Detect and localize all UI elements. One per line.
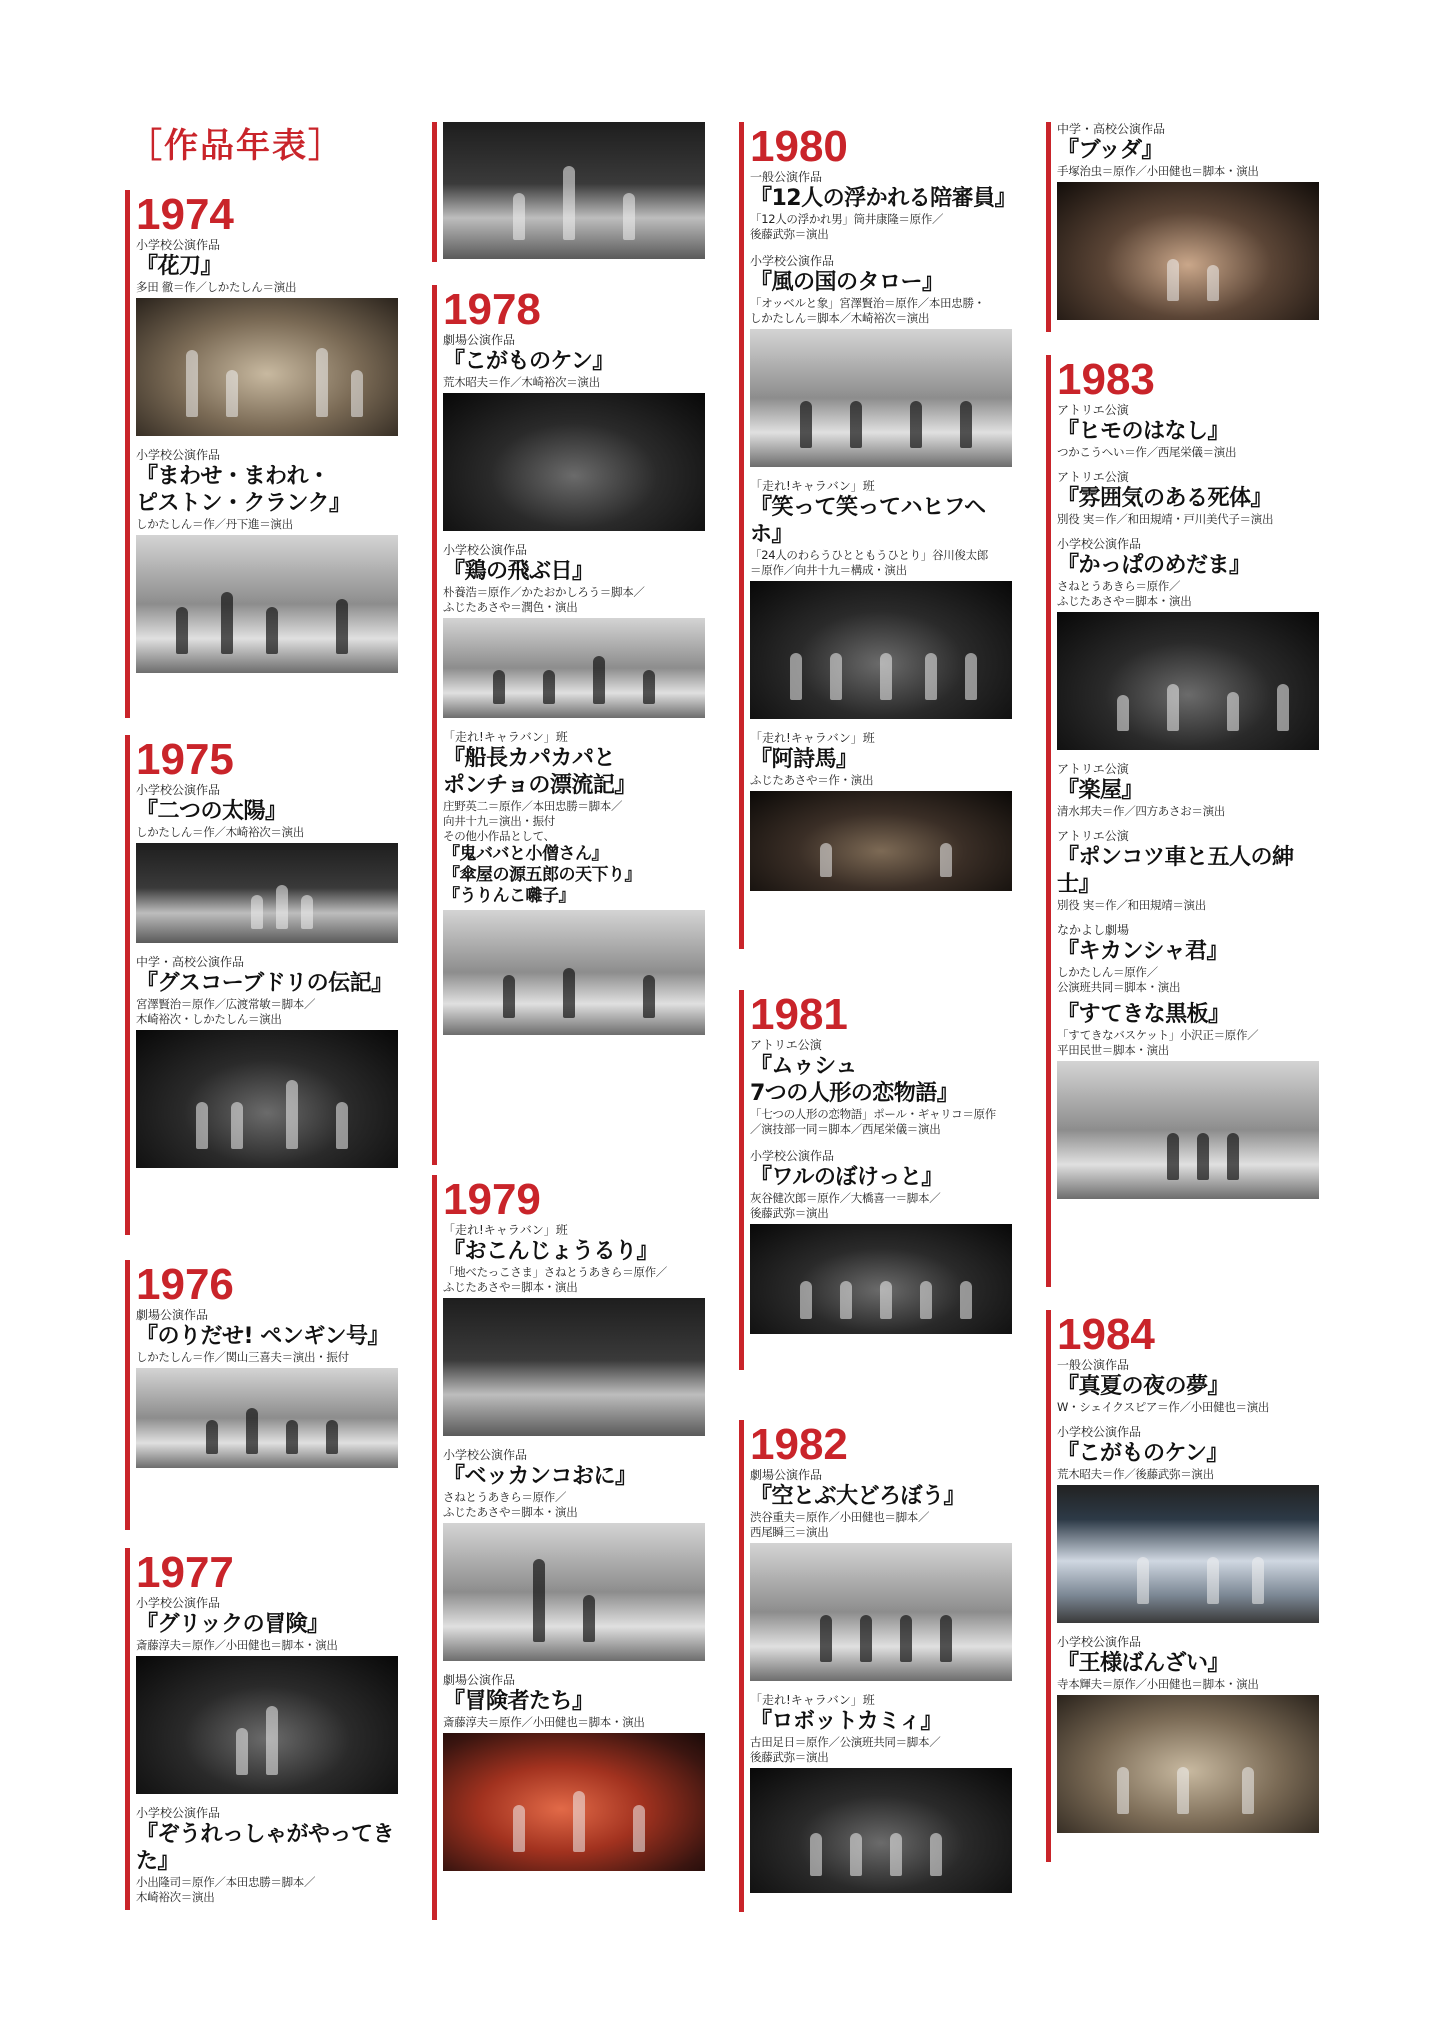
year-section-1983 [1046,355,1316,1287]
work-credits: 別役 実＝作／和田規靖＝演出 [1057,898,1206,912]
year-section-1976 [125,1260,395,1530]
production-photo [443,1733,705,1871]
work-entry [136,1806,395,1905]
work-category: 小学校公演作品 [136,1806,221,1820]
work-entry [750,1693,1009,1893]
work-entry [750,254,1009,467]
work-entry [750,1468,1009,1681]
work-category: アトリエ公演 [1057,762,1129,776]
photo-section [432,122,702,262]
year-label: 1975 [136,735,234,784]
work-title: 『ぞうれっしゃがやってきた』 [136,1822,395,1874]
work-category: 中学・高校公演作品 [1057,122,1166,136]
work-title: 『風の国のタロー』 [750,270,944,295]
work-title: 『ヒモのはなし』 [1057,419,1230,444]
work-title: 『すてきな黒板』 [1057,1002,1230,1027]
production-photo [750,581,1012,719]
work-credits: 多田 徹＝作／しかたしん＝演出 [136,280,297,294]
work-entry [136,783,395,943]
production-photo [443,618,705,718]
work-title: 『王様ばんざい』 [1057,1651,1230,1676]
work-category: 小学校公演作品 [1057,1635,1142,1649]
production-photo [750,1768,1012,1893]
work-category: 劇場公演作品 [443,1673,516,1687]
work-title: 『阿詩馬』 [750,747,858,772]
year-section-1979 [432,1175,702,1920]
work-title: 『空とぶ大どろぼう』 [750,1484,966,1509]
work-title: 『まわせ・まわれ・ ピストン・クランク』 [136,464,351,516]
work-entry [443,333,702,531]
work-title: 『ロボットカミィ』 [750,1709,942,1734]
work-credits: しかたしん＝作／関山三喜夫＝演出・振付 [136,1350,349,1364]
work-category: 劇場公演作品 [136,1308,209,1322]
work-title: 『グスコーブドリの伝記』 [136,971,393,996]
year-section-1982 [739,1420,1009,1912]
work-credits: しかたしん＝作／丹下進＝演出 [136,517,293,531]
work-title: 『おこんじょうるり』 [443,1239,659,1264]
production-photo [443,1298,705,1436]
work-credits: 「12人の浮かれ男」筒井康隆＝原作／ 後藤武弥＝演出 [750,212,944,241]
page-title: ［作品年表］ [128,126,344,166]
work-category: 小学校公演作品 [1057,537,1142,551]
work-entry [1057,1358,1316,1415]
work-entry [1057,403,1316,460]
work-entry [750,479,1009,719]
work-category: 「走れ!キャラバン」班 [443,730,568,744]
work-category: 劇場公演作品 [750,1468,823,1482]
work-credits: 手塚治虫＝原作／小田健也＝脚本・演出 [1057,164,1259,178]
other-work-title: 『鬼ババと小僧さん』 [443,844,608,864]
work-title: 『楽屋』 [1057,778,1144,803]
production-photo [443,910,705,1035]
work-category: 小学校公演作品 [136,1596,221,1610]
work-entry [443,1223,702,1436]
work-category: 小学校公演作品 [136,783,221,797]
work-credits: 古田足日＝原作／公演班共同＝脚本／ 後藤武弥＝演出 [750,1735,941,1764]
work-entry [136,1596,395,1794]
work-entry [1057,762,1316,819]
work-entry [136,1308,395,1468]
work-entry [1057,1635,1316,1833]
work-credits: 朴養浩＝原作／かたおかしろう＝脚本／ ふじたあさや＝潤色・演出 [443,585,645,614]
year-label: 1982 [750,1420,848,1469]
production-photo [1057,182,1319,320]
work-credits: ふじたあさや＝作・演出 [750,773,874,787]
work-title: 『ブッダ』 [1057,138,1163,163]
work-entry [1057,1425,1316,1623]
work-title: 『ベッカンコおに』 [443,1464,637,1489]
work-category: 小学校公演作品 [136,238,221,252]
work-title: 『かっぱのめだま』 [1057,553,1251,578]
work-credits: 渋谷重夫＝原作／小田健也＝脚本／ 西尾瞬三＝演出 [750,1510,930,1539]
work-credits: 「地べたっこさま」さねとうあきら＝原作／ ふじたあさや＝脚本・演出 [443,1265,667,1294]
year-section-1984 [1046,1310,1316,1862]
work-credits: 斎藤淳夫＝原作／小田健也＝脚本・演出 [443,1715,645,1729]
work-entry [136,955,395,1168]
production-photo [443,122,705,259]
work-category: 中学・高校公演作品 [136,955,245,969]
production-photo [750,329,1012,467]
production-photo [1057,1061,1319,1199]
work-credits: 宮澤賢治＝原作／広渡常敏＝脚本／ 木崎裕次・しかたしん＝演出 [136,997,316,1026]
work-entry [136,238,395,436]
production-photo [750,1224,1012,1334]
year-label: 1976 [136,1260,234,1309]
year-section-1975 [125,735,395,1235]
production-photo [1057,612,1319,750]
year-label: 1978 [443,285,541,334]
other-work-title: 『傘屋の源五郎の天下り』 [443,865,641,885]
year-label: 1983 [1057,355,1155,404]
work-credits: W・シェイクスピア＝作／小田健也＝演出 [1057,1400,1270,1414]
work-category: 劇場公演作品 [443,333,516,347]
work-category: 「走れ!キャラバン」班 [750,1693,875,1707]
production-photo [136,1656,398,1794]
work-entry [1057,923,1316,995]
work-credits: しかたしん＝作／木崎裕次＝演出 [136,825,304,839]
year-section-1981 [739,990,1009,1370]
work-credits: 斎藤淳夫＝原作／小田健也＝脚本・演出 [136,1638,338,1652]
work-entry [750,1038,1009,1137]
production-photo [136,535,398,673]
work-entry [443,543,702,718]
work-category: 「走れ!キャラバン」班 [443,1223,568,1237]
work-credits: 「オッベルと象」宮澤賢治＝原作／本田忠勝・ しかたしん＝脚本／木崎裕次＝演出 [750,296,985,325]
production-photo [750,1543,1012,1681]
work-category: 「走れ!キャラバン」班 [750,479,875,493]
work-title: 『12人の浮かれる陪審員』 [750,186,1017,211]
production-photo [443,393,705,531]
other-work-title: 『うりんこ囃子』 [443,886,575,906]
work-credits: 「すてきなバスケット」小沢正＝原作／ 平田民世＝脚本・演出 [1057,1028,1259,1057]
work-title: 『こがものケン』 [443,349,614,374]
work-entry [1057,537,1316,750]
work-entry [750,731,1009,891]
year-label: 1974 [136,190,234,239]
production-photo [750,791,1012,891]
production-photo [136,1030,398,1168]
work-credits: 灰谷健次郎＝原作／大橋喜一＝脚本／ 後藤武弥＝演出 [750,1191,941,1220]
work-entry [750,170,1017,242]
production-photo [443,1523,705,1661]
production-photo [1057,1695,1319,1833]
work-entry [1057,470,1316,527]
work-title: 『冒険者たち』 [443,1689,594,1714]
work-credits: 「七つの人形の恋物語」ポール・ギャリコ＝原作 ／演技部一同＝脚本／西尾栄儀＝演出 [750,1107,996,1136]
work-entry [750,1149,1009,1334]
work-credits: 寺本輝夫＝原作／小田健也＝脚本・演出 [1057,1677,1259,1691]
work-entry [1057,1001,1316,1199]
work-credits: 小出隆司＝原作／本田忠勝＝脚本／ 木崎裕次＝演出 [136,1875,316,1904]
work-title: 『ワルのぼけっと』 [750,1165,943,1190]
work-title: 『こがものケン』 [1057,1441,1228,1466]
work-category: なかよし劇場 [1057,923,1130,937]
work-credits: しかたしん＝原作／ 公演班共同＝脚本・演出 [1057,965,1181,994]
work-entry [136,448,395,673]
year-section-1978 [432,285,702,1165]
work-title: 『キカンシャ君』 [1057,939,1229,964]
year-label: 1979 [443,1175,541,1224]
work-entry [1057,829,1316,913]
work-title: 『のりだせ! ペンギン号』 [136,1324,389,1349]
work-entry [443,730,702,1035]
work-category: 小学校公演作品 [750,254,835,268]
work-credits: 別役 実＝作／和田規靖・戸川美代子＝演出 [1057,512,1274,526]
photo-section [1046,122,1316,332]
work-title: 『ポンコツ車と五人の紳士』 [1057,845,1294,897]
year-label: 1984 [1057,1310,1155,1359]
work-category: 小学校公演作品 [443,543,528,557]
work-credits: つかこうへい＝作／西尾栄儀＝演出 [1057,445,1237,459]
work-category: 小学校公演作品 [136,448,221,462]
work-category: 「走れ!キャラバン」班 [750,731,875,745]
production-photo [136,843,398,943]
year-section-1980 [739,122,1017,949]
work-category: 小学校公演作品 [750,1149,835,1163]
work-credits: さねとうあきら＝原作／ ふじたあさや＝脚本・演出 [1057,579,1192,608]
work-category: 小学校公演作品 [443,1448,528,1462]
work-title: 『笑って笑ってハヒフヘホ』 [750,495,986,547]
year-label: 1980 [750,122,848,171]
work-category: アトリエ公演 [750,1038,822,1052]
work-credits: さねとうあきら＝原作／ ふじたあさや＝脚本・演出 [443,1490,578,1519]
work-title: 『鶏の飛ぶ日』 [443,559,594,584]
year-label: 1981 [750,990,848,1039]
work-title: 『二つの太陽』 [136,799,287,824]
work-title: 『ムゥシュ 7つの人形の恋物語』 [750,1054,959,1106]
work-credits: 「24人のわらうひとともうひとり」谷川俊太郎 ＝原作／向井十九＝構成・演出 [750,548,989,577]
work-title: 『雰囲気のある死体』 [1057,486,1273,511]
work-title: 『グリックの冒険』 [136,1612,329,1637]
work-category: アトリエ公演 [1057,403,1129,417]
year-section-1974 [125,190,395,718]
work-category: 小学校公演作品 [1057,1425,1142,1439]
production-photo [136,298,398,436]
work-credits: 荒木昭夫＝作／後藤武弥＝演出 [1057,1467,1214,1481]
work-credits: 荒木昭夫＝作／木崎裕次＝演出 [443,375,600,389]
work-entry [443,1448,702,1661]
production-photo [1057,1485,1319,1623]
work-title: 『花刀』 [136,254,223,279]
work-credits: 庄野英二＝原作／本田忠勝＝脚本／ 向井十九＝演出・振付 その他小作品として、 [443,799,623,843]
work-category: 一般公演作品 [1057,1358,1130,1372]
work-title: 『船長カパカパと ポンチョの漂流記』 [443,746,636,798]
work-title: 『真夏の夜の夢』 [1057,1374,1230,1399]
year-section-1977 [125,1548,395,1910]
work-entry [1057,122,1316,320]
work-category: アトリエ公演 [1057,470,1129,484]
year-label: 1977 [136,1548,234,1597]
work-credits: 清水邦夫＝作／四方あさお＝演出 [1057,804,1225,818]
work-category: 一般公演作品 [750,170,823,184]
work-entry [443,1673,702,1871]
production-photo [136,1368,398,1468]
work-category: アトリエ公演 [1057,829,1129,843]
